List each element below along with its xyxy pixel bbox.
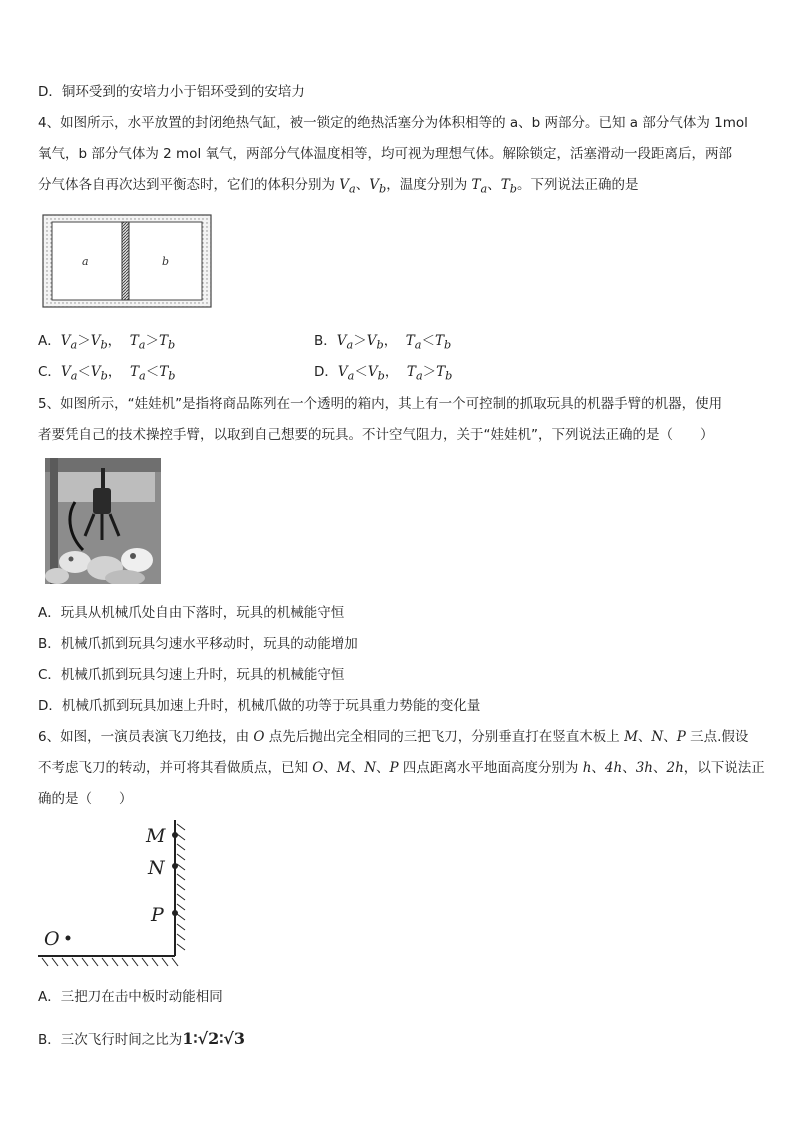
label-o: O — [44, 928, 60, 950]
q4-option-a: A．$V_a>V_b$， $T_a>T_b$ — [38, 333, 176, 352]
q5-option-b: B．机械爪抓到玩具匀速水平移动时，玩具的动能增加 — [38, 636, 358, 652]
wall-hatching — [177, 824, 185, 950]
claw-machine-photo — [45, 458, 161, 584]
q6-option-b: B．三次飞行时间之比为1∶√2∶√3 — [38, 1029, 246, 1048]
q6-knife-figure — [38, 818, 198, 972]
point-p — [172, 910, 178, 916]
label-m: M — [146, 825, 166, 847]
q6-option-a: A．三把刀在击中板时动能相同 — [38, 989, 223, 1005]
q4-option-d: D．$V_a<V_b$， $T_a>T_b$ — [314, 364, 453, 383]
q5-stem-line1: 5、如图所示，“娃娃机”是指将商品陈列在一个透明的箱内，其上有一个可控制的抓取玩具的机器手臂的机器，使用 — [38, 396, 723, 412]
q4-stem-line1: 4、如图所示，水平放置的封闭绝热气缸，被一锁定的绝热活塞分为体积相等的 a、b 两部分。已知 a 部分气体为 1mol — [38, 115, 748, 131]
piston — [122, 222, 129, 300]
q4-option-b: B．$V_a>V_b$， $T_a<T_b$ — [314, 333, 452, 352]
label-p: P — [151, 904, 164, 926]
label-n: N — [148, 857, 165, 879]
q4-option-c: C．$V_a<V_b$， $T_a<T_b$ — [38, 364, 176, 383]
q5-option-c: C．机械爪抓到玩具匀速上升时，玩具的机械能守恒 — [38, 667, 345, 683]
label-b: b — [162, 255, 170, 268]
ground-hatching — [42, 958, 178, 966]
q5-option-a: A．玩具从机械爪处自由下落时，玩具的机械能守恒 — [38, 605, 345, 621]
point-n — [172, 863, 178, 869]
q3-option-d: D．铜环受到的安培力小于铝环受到的安培力 — [38, 84, 305, 100]
label-a: a — [82, 255, 89, 268]
q4-stem-line2: 氧气，b 部分气体为 2 mol 氧气，两部分气体温度相等，均可视为理想气体。解除锁定，活塞滑动一段距离后，两部 — [38, 146, 732, 162]
q5-stem-line2: 者要凭自己的技术操控手臂，以取到自己想要的玩具。不计空气阻力，关于“娃娃机”，下列说法正确的是（ ） — [38, 427, 714, 443]
q6-stem-line1: 6、如图，一演员表演飞刀绝技，由 O 点先后抛出完全相同的三把飞刀，分别垂直打在竖直木板上 M、N、P 三点.假设 — [38, 729, 749, 745]
point-o — [66, 936, 71, 941]
q6-stem-line2: 不考虑飞刀的转动，并可将其看做质点，已知 O、M、N、P 四点距离水平地面高度分别为 h、4h、3h、2h，以下说法正 — [38, 760, 765, 776]
q4-stem-line3: 分气体各自再次达到平衡态时，它们的体积分别为 $V_a$、$V_b$，温度分别为 $T_a$、$T_b$。下列说法正确的是 — [38, 177, 639, 196]
point-m — [172, 832, 178, 838]
q5-option-d: D．机械爪抓到玩具加速上升时，机械爪做的功等于玩具重力势能的变化量 — [38, 698, 481, 714]
q4-cylinder-figure — [42, 214, 214, 310]
q6-stem-line3: 确的是（ ） — [38, 791, 133, 807]
time-ratio: 1∶√2∶√3 — [182, 1029, 246, 1048]
